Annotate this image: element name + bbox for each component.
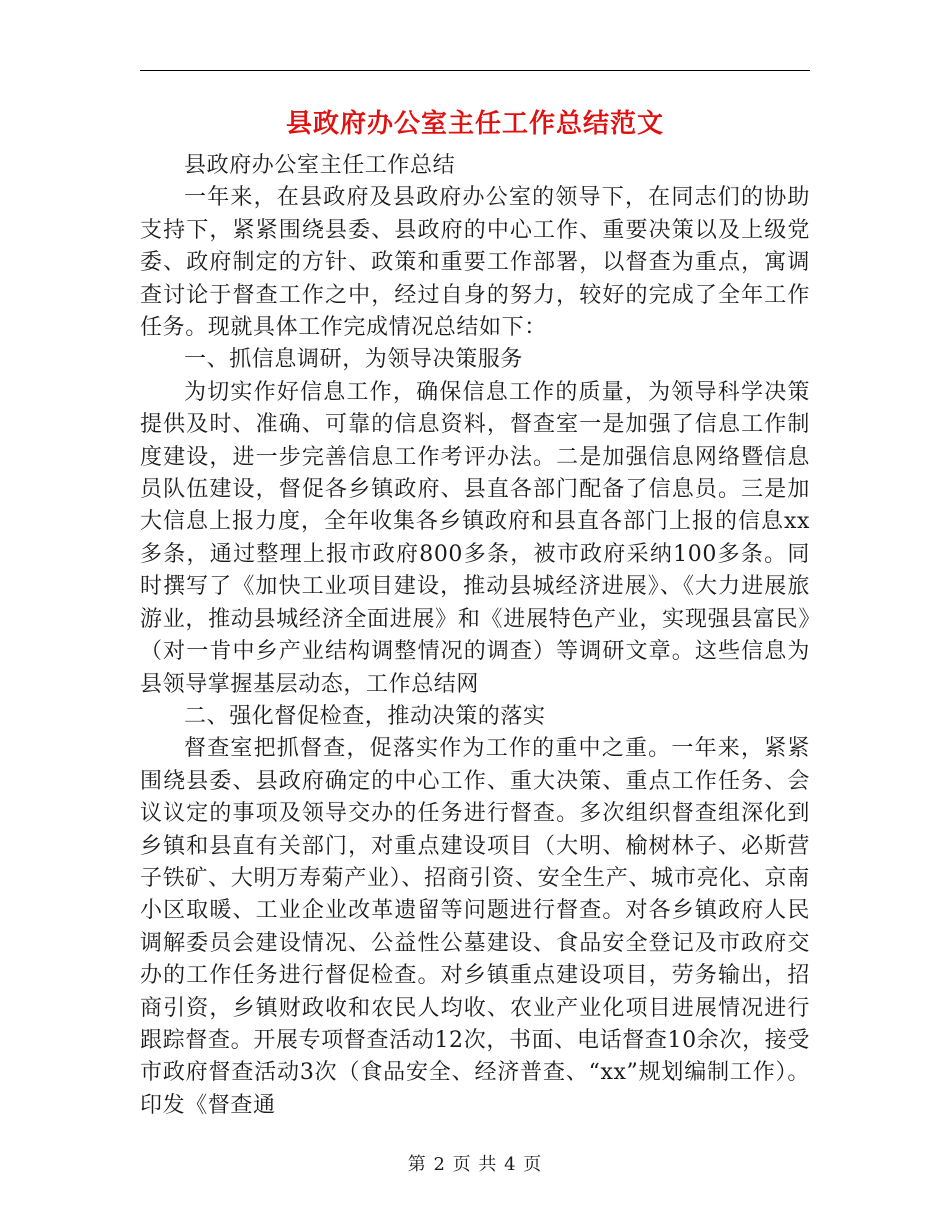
section-heading-2: 二、强化督促检查，推动决策的落实 xyxy=(184,703,546,729)
document-body xyxy=(140,150,810,1122)
section-heading-1: 一、抓信息调研，为领导决策服务 xyxy=(184,347,524,373)
document-title: 县政府办公室主任工作总结范文 xyxy=(285,109,664,139)
paragraph-section-2: 督查室把抓督查，促落实作为工作的重中之重。一年来，紧紧围绕县委、县政府确定的中心工作、重大决策、重点工作任务、会议议定的事项及领导交办的任务进行督查。多次组织督查组深化到乡镇和县直有关部门，对重点建设项目（大明、榆树林子、必斯营子铁矿、大明万寿菊产业）、招商引资、安全生产、城市亮化、京南小区取暖、工业企业改革遗留等问题进行督查。对各乡镇政府人民调解委员会建设情况、公益性公墓建设、食品安全登记及市政府交办的工作任务进行督促检查。对乡镇重点建设项目，劳务输出，招商引资，乡镇财政收和农民人均收、农业产业化项目进展情况进行跟踪督查。开展专项督查活动12次，书面、电话督查10余次，接受市政府督查活动3次（食品安全、经济普查、“xx”规划编制工作）。印发《督查通 xyxy=(140,736,810,1118)
paragraph-intro: 一年来，在县政府及县政府办公室的领导下，在同志们的协助支持下，紧紧围绕县委、县政府的中心工作、重要决策以及上级党委、政府制定的方针、政策和重要工作部署，以督查为重点，寓调查讨论于督查工作之中，经过自身的努力，较好的完成了全年工作任务。现就具体工作完成情况总结如下： xyxy=(140,185,810,341)
header-rule xyxy=(140,70,810,71)
paragraph-section-1: 为切实作好信息工作，确保信息工作的质量，为领导科学决策提供及时、准确、可靠的信息资料，督查室一是加强了信息工作制度建设，进一步完善信息工作考评办法。二是加强信息网络暨信息员队伍建设，督促各乡镇政府、县直各部门配备了信息员。三是加大信息上报力度，全年收集各乡镇政府和县直各部门上报的信息xx多条，通过整理上报市政府800多条，被市政府采纳100多条。同时撰写了《加快工业项目建设，推动县城经济进展》、《大力进展旅游业，推动县城经济全面进展》和《进展特色产业，实现强县富民》（对一肯中乡产业结构调整情况的调查）等调研文章。这些信息为县领导掌握基层动态，工作总结网 xyxy=(140,379,810,697)
paragraph-subtitle: 县政府办公室主任工作总结 xyxy=(184,153,456,178)
page-number: 第 2 页 共 4 页 xyxy=(407,1154,543,1175)
